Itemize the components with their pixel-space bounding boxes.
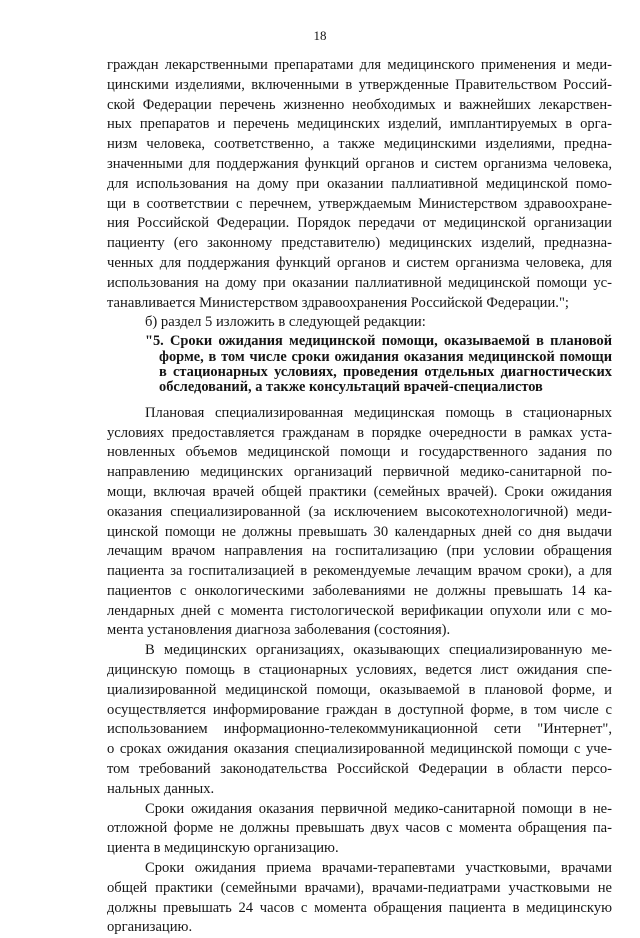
heading-line: в стационарных условиях, проведения отдельных диагностических [159,363,612,380]
document-body [107,56,612,938]
text-line: осуществляется информирование граждан в доступной форме, в том числе с [107,701,612,718]
paragraph-urgent-care [107,800,612,859]
text-line: нальных данных. [107,780,215,797]
text-line: ченных для поддержания функций органов и систем организма человека, для [107,254,612,271]
section-heading [145,334,612,396]
text-line: использованием информационно-телекоммуникационной сети "Интернет", [107,721,612,738]
text-line: танавливается Министерством здравоохранения Российской Федерации."; [107,294,569,311]
text-line: направлению медицинских организаций первичной медико-санитарной по- [107,464,612,481]
text-line: лечащим врачом направления на госпитализацию (при условии обращения [107,543,612,560]
text-line: Сроки ожидания приема врачами-терапевтами участковыми, врачами [145,860,612,877]
text-line: оказания специализированной (за исключением высокотехнологичной) меди- [107,503,612,520]
text-line: мощи, включая врачей общей практики (семейных врачей). Сроки ожидания [107,483,612,500]
text-line: для использования на дому при оказании паллиативной медицинской помо- [107,175,612,192]
text-line: цинской помощи не должны превышать 30 календарных дней со дня выдачи [107,523,612,540]
text-line: пациентов с онкологическими заболеваниями не должны превышать 14 ка- [107,582,612,599]
text-line: цинскими изделиями, включенными в утвержденные Правительством Россий- [107,76,612,93]
text-line: В медицинских организациях, оказывающих специализированную ме- [145,642,612,659]
text-line: ния Российской Федерации. Порядок передачи от медицинской организации [107,215,612,232]
page-number: 18 [313,28,327,43]
text-line: мента установления диагноза заболевания (состояния). [107,622,451,639]
text-line: дицинскую помощь в стационарных условиях, ведется лист ожидания спе- [107,662,612,679]
text-line: значенными для поддержания функций органов и систем организма человека, [107,155,612,172]
text-line: должны превышать 24 часов с момента обращения пациента в медицинскую [107,899,612,916]
text-line: лендарных дней с момента гистологической верификации опухоли или с мо- [107,602,612,619]
text-line: новленных объемов медицинской помощи и государственного задания по [107,444,612,461]
heading-line: обследований, а также консультаций врачей-специалистов [159,379,543,396]
text-line: циента в медицинскую организацию. [107,840,339,857]
paragraph-waiting-list [107,641,612,799]
text-line: условиях предоставляется гражданам в порядке очередности в рамках уста- [107,424,612,441]
heading-line: форме, в том числе сроки ожидания оказания медицинской помощи [159,348,612,365]
text-line: том требований законодательства Российской Федерации в области персо- [107,761,612,778]
text-line: о сроках ожидания оказания специализированной медицинской помощи с уче- [107,741,612,758]
text-line: общей практики (семейными врачами), врачами-педиатрами участковыми не [107,879,612,896]
text-line: организацию. [107,919,193,936]
text-line: пациенту (его законному представителю) медицинских изделий, предназна- [107,235,612,252]
text-line: использования на дому при оказании паллиативной медицинской помощи ус- [107,274,612,291]
paragraph-primary-appointments [107,859,612,938]
text-line: ных препаратов и перечень медицинских изделий, имплантируемых в орга- [107,116,612,133]
text-line: ской Федерации перечень жизненно необходимых и важнейших лекарствен- [107,96,612,113]
heading-line: "5. Сроки ожидания медицинской помощи, оказываемой в плановой [145,333,612,350]
text-line: пациента за госпитализацией в рекомендуемые лечащим врачом сроки), а для [107,563,612,580]
text-line: Плановая специализированная медицинская помощь в стационарных [145,404,612,421]
text-line: граждан лекарственными препаратами для медицинского применения и меди- [107,57,612,73]
paragraph-planned-care [107,404,612,642]
intro-paragraph [107,56,612,313]
text-line: низм человека, соответственно, а также медицинскими изделиями, предна- [107,136,612,153]
text-line: Сроки ожидания оказания первичной медико-санитарной помощи в не- [145,800,612,817]
text-line: отложной форме не должны превышать двух часов с момента обращения па- [107,820,612,837]
text-line: щи в соответствии с перечнем, утверждаемым Министерством здравоохране- [107,195,612,212]
text-line: циализированной медицинской помощи, оказываемой в плановой форме, и [107,681,612,698]
amendment-line: б) раздел 5 изложить в следующей редакции: [145,314,426,331]
